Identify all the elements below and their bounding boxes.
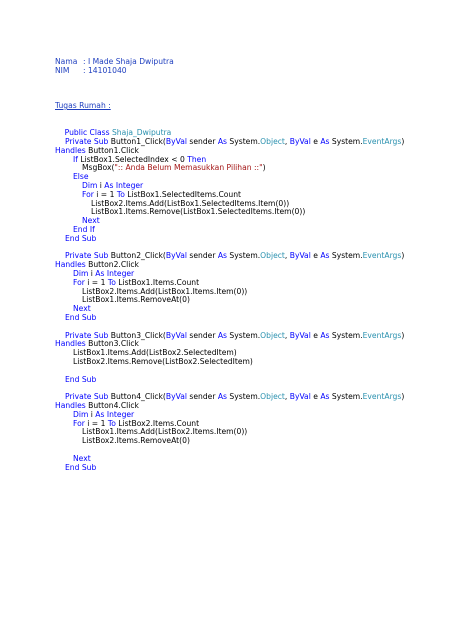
code-token: ByVal xyxy=(289,251,311,261)
code-token: ListBox2.Items.RemoveAt(0) xyxy=(82,436,190,446)
code-token: Private Sub xyxy=(65,392,111,402)
code-token: sender xyxy=(186,330,218,340)
code-token: To xyxy=(107,418,116,428)
code-token: Object xyxy=(260,137,285,146)
code-token: To xyxy=(116,189,125,199)
code-token: If xyxy=(73,154,78,164)
code-line xyxy=(82,436,190,445)
code-line xyxy=(73,410,134,419)
code-token: End Sub xyxy=(65,462,97,472)
code-line xyxy=(65,313,96,322)
code-token: i xyxy=(88,409,96,419)
code-token: ListBox1.Items.Add(ListBox2.SelectedItem) xyxy=(73,348,237,358)
code-token: e xyxy=(310,251,321,261)
code-token: Then xyxy=(187,154,207,164)
code-token: Button2_Click( xyxy=(110,251,166,261)
code-token: ListBox1.Items.Remove(ListBox1.SelectedItems.Item(0)) xyxy=(91,207,306,217)
code-token: i xyxy=(97,181,105,190)
code-token: Dim xyxy=(73,269,89,278)
code-token: Handles xyxy=(55,401,86,410)
code-token: ByVal xyxy=(165,251,187,261)
code-line xyxy=(82,181,143,190)
code-line xyxy=(65,137,404,146)
code-line xyxy=(65,331,404,340)
code-token: For xyxy=(73,277,85,287)
code-line xyxy=(65,375,96,384)
code-token: Next xyxy=(82,216,100,226)
code-token: e xyxy=(310,330,321,340)
code-token: ) xyxy=(262,163,266,173)
code-line xyxy=(82,163,266,172)
code-line xyxy=(91,199,289,208)
code-token: Dim xyxy=(82,181,98,190)
code-token: System. xyxy=(227,251,261,261)
code-token: i = 1 xyxy=(93,189,117,199)
code-token: Object xyxy=(260,330,285,340)
code-token: ListBox2.Items.Count xyxy=(115,418,200,428)
code-token: As xyxy=(217,392,228,402)
code-token: As xyxy=(217,251,228,261)
code-line xyxy=(82,427,247,436)
code-token: End Sub xyxy=(65,233,97,243)
code-token: As xyxy=(217,137,228,146)
code-line xyxy=(73,155,206,164)
code-token: ListBox1.Items.Add(ListBox2.Items.Item(0)) xyxy=(82,427,248,437)
code-token: System. xyxy=(227,137,261,146)
code-token: ) xyxy=(401,251,405,261)
code-token: As Integer xyxy=(95,409,135,419)
code-token: System. xyxy=(329,392,363,402)
code-token: As xyxy=(320,330,330,340)
code-token: ) xyxy=(401,137,405,146)
code-token: ) xyxy=(401,392,405,402)
code-token: Button1_Click( xyxy=(110,137,166,146)
code-token: i = 1 xyxy=(84,277,108,287)
code-token: sender xyxy=(186,137,218,146)
code-token: sender xyxy=(186,251,218,261)
code-token: EventArgs xyxy=(362,330,402,340)
code-token: ByVal xyxy=(289,137,311,146)
code-token: Object xyxy=(260,251,285,261)
code-token: ":: Anda Belum Memasukkan Pilihan ::" xyxy=(114,163,263,173)
code-line xyxy=(82,190,241,199)
class-declaration xyxy=(55,119,172,137)
code-line xyxy=(73,357,253,366)
code-token: ListBox1.Items.RemoveAt(0) xyxy=(82,295,190,305)
code-line xyxy=(73,304,91,313)
code-token: ByVal xyxy=(289,392,311,402)
code-line xyxy=(73,348,237,357)
code-line xyxy=(73,278,199,287)
code-token: As Integer xyxy=(95,269,135,278)
code-token: To xyxy=(107,277,116,287)
code-token: Next xyxy=(73,453,91,463)
code-token: For xyxy=(73,418,85,428)
code-token: End Sub xyxy=(65,374,97,384)
code-token: Next xyxy=(73,304,91,314)
code-token: Handles xyxy=(55,145,86,155)
code-line xyxy=(73,172,89,181)
code-line xyxy=(55,339,139,348)
code-token: e xyxy=(310,392,321,402)
code-token: MsgBox( xyxy=(82,163,115,173)
code-token: ListBox2.Items.Remove(ListBox2.SelectedItem) xyxy=(73,357,253,366)
nim-label: NIM xyxy=(55,66,70,75)
code-line xyxy=(65,234,96,243)
code-line xyxy=(73,225,95,234)
code-line xyxy=(55,401,139,410)
code-token: sender xyxy=(186,392,218,402)
class-keywords: Public Class xyxy=(64,128,112,137)
code-token: ListBox1.SelectedItems.Count xyxy=(124,189,242,199)
code-token: , xyxy=(284,251,290,261)
code-line xyxy=(91,207,305,216)
nama-label: Nama xyxy=(55,57,78,66)
code-token: Object xyxy=(260,392,285,402)
code-token: System. xyxy=(227,330,261,340)
nim-value: : 14101040 xyxy=(83,66,127,75)
code-line xyxy=(73,419,199,428)
code-line xyxy=(55,260,139,269)
code-token: System. xyxy=(329,137,363,146)
code-token: ListBox2.Items.Add(ListBox1.SelectedItems.Item(0)) xyxy=(91,198,290,208)
code-line xyxy=(82,287,247,296)
code-line xyxy=(65,251,404,260)
code-line xyxy=(82,295,190,304)
code-token: System. xyxy=(329,251,363,261)
code-token: End Sub xyxy=(65,313,97,322)
code-token: System. xyxy=(329,330,363,340)
nama-value: : I Made Shaja Dwiputra xyxy=(83,57,174,66)
code-token: Button3.Click xyxy=(85,339,139,349)
code-token: ByVal xyxy=(289,330,311,340)
code-token: As xyxy=(320,137,330,146)
code-line xyxy=(65,392,404,401)
code-token: Button2.Click xyxy=(85,260,139,270)
code-line xyxy=(55,146,139,155)
code-token: For xyxy=(82,189,94,199)
code-token: ListBox1.SelectedIndex < 0 xyxy=(77,154,188,164)
code-token: EventArgs xyxy=(362,251,402,261)
code-token: End If xyxy=(73,225,95,234)
code-token: Button3_Click( xyxy=(110,330,166,340)
code-token: Dim xyxy=(73,409,89,419)
code-token: i = 1 xyxy=(84,418,108,428)
code-token: EventArgs xyxy=(362,137,402,146)
class-name: Shaja_Dwiputra xyxy=(111,128,172,137)
code-token: ListBox2.Items.Add(ListBox1.Items.Item(0)) xyxy=(82,286,248,296)
code-token: , xyxy=(284,330,290,340)
code-line xyxy=(73,454,91,463)
code-token: ) xyxy=(401,330,405,340)
code-line xyxy=(73,269,134,278)
code-token: As xyxy=(320,251,330,261)
code-token: ListBox1.Items.Count xyxy=(115,277,200,287)
code-token: Button4_Click( xyxy=(110,392,166,402)
code-token: ByVal xyxy=(165,330,187,340)
code-token: ByVal xyxy=(165,392,187,402)
code-token: i xyxy=(88,269,96,278)
code-line xyxy=(65,463,96,472)
code-token: As xyxy=(217,330,228,340)
code-token: Handles xyxy=(55,339,86,349)
code-token: e xyxy=(310,137,321,146)
code-token: As xyxy=(320,392,330,402)
code-token: Private Sub xyxy=(65,251,111,261)
code-token: Private Sub xyxy=(65,330,111,340)
code-token: Handles xyxy=(55,260,86,270)
code-token: System. xyxy=(227,392,261,402)
code-token: EventArgs xyxy=(362,392,402,402)
code-token: , xyxy=(284,392,290,402)
code-token: Button1.Click xyxy=(85,145,139,155)
code-token: ByVal xyxy=(165,137,187,146)
code-token: Else xyxy=(73,172,89,182)
code-token: Private Sub xyxy=(65,137,111,146)
code-token: As Integer xyxy=(104,181,144,190)
code-token: Button4.Click xyxy=(85,401,139,410)
code-line xyxy=(82,216,100,225)
section-title: Tugas Rumah : xyxy=(55,101,111,110)
code-token: , xyxy=(284,137,290,146)
